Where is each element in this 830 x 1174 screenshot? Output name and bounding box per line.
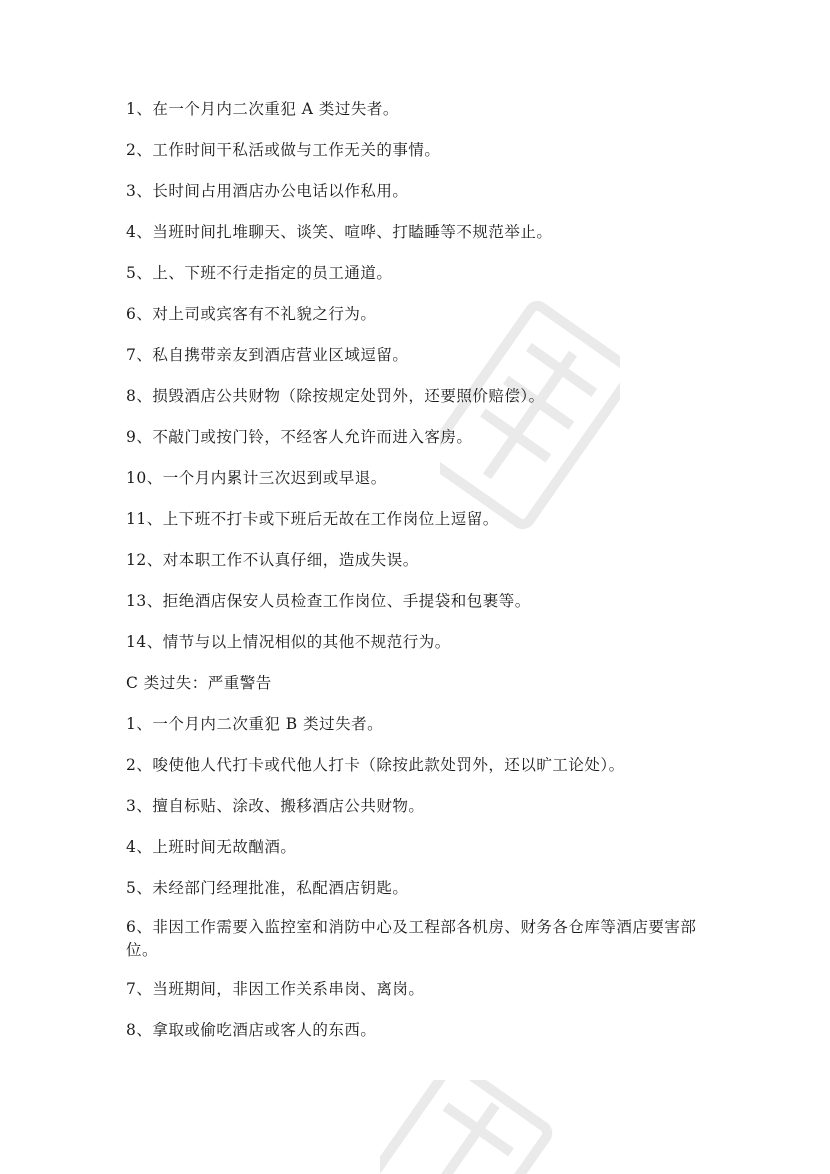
list-item: 1、在一个月内二次重犯 A 类过失者。 bbox=[126, 100, 399, 118]
list-item: 10、一个月内累计三次迟到或早退。 bbox=[126, 469, 387, 487]
document-body bbox=[126, 96, 716, 1058]
list-item: 11、上下班不打卡或下班后无故在工作岗位上逗留。 bbox=[126, 510, 499, 528]
list-item: 5、未经部门经理批准，私配酒店钥匙。 bbox=[126, 879, 409, 897]
list-item: 7、当班期间，非因工作关系串岗、离岗。 bbox=[126, 980, 425, 998]
list-item: 12、对本职工作不认真仔细，造成失误。 bbox=[126, 551, 419, 569]
list-item: 1、一个月内二次重犯 B 类过失者。 bbox=[126, 715, 384, 733]
list-item: 6、对上司或宾客有不礼貌之行为。 bbox=[126, 305, 377, 323]
list-item: 9、不敲门或按门铃，不经客人允许而进入客房。 bbox=[126, 428, 473, 446]
list-item: 7、私自携带亲友到酒店营业区域逗留。 bbox=[126, 346, 409, 364]
list-item: 2、工作时间干私活或做与工作无关的事情。 bbox=[126, 141, 441, 159]
list-item: 6、非因工作需要入监控室和消防中心及工程部各机房、财务各仓库等酒店要害部位。 bbox=[126, 918, 697, 959]
list-item: 5、上、下班不行走指定的员工通道。 bbox=[126, 264, 393, 282]
list-item: 8、损毁酒店公共财物（除按规定处罚外，还要照价赔偿）。 bbox=[126, 387, 545, 405]
section-heading: C 类过失：严重警告 bbox=[126, 674, 272, 692]
list-item: 2、唆使他人代打卡或代他人打卡（除按此款处罚外，还以旷工论处）。 bbox=[126, 756, 625, 774]
list-item: 13、拒绝酒店保安人员检查工作岗位、手提袋和包裹等。 bbox=[126, 592, 531, 610]
list-item: 4、上班时间无故酗酒。 bbox=[126, 838, 297, 856]
list-item: 8、拿取或偷吃酒店或客人的东西。 bbox=[126, 1021, 377, 1039]
list-item: 14、情节与以上情况相似的其他不规范行为。 bbox=[126, 633, 451, 651]
list-item: 4、当班时间扎堆聊天、谈笑、喧哗、打瞌睡等不规范举止。 bbox=[126, 223, 553, 241]
watermark-logo-icon bbox=[380, 1080, 580, 1174]
list-item: 3、长时间占用酒店办公电话以作私用。 bbox=[126, 182, 409, 200]
list-item: 3、擅自标贴、涂改、搬移酒店公共财物。 bbox=[126, 797, 425, 815]
